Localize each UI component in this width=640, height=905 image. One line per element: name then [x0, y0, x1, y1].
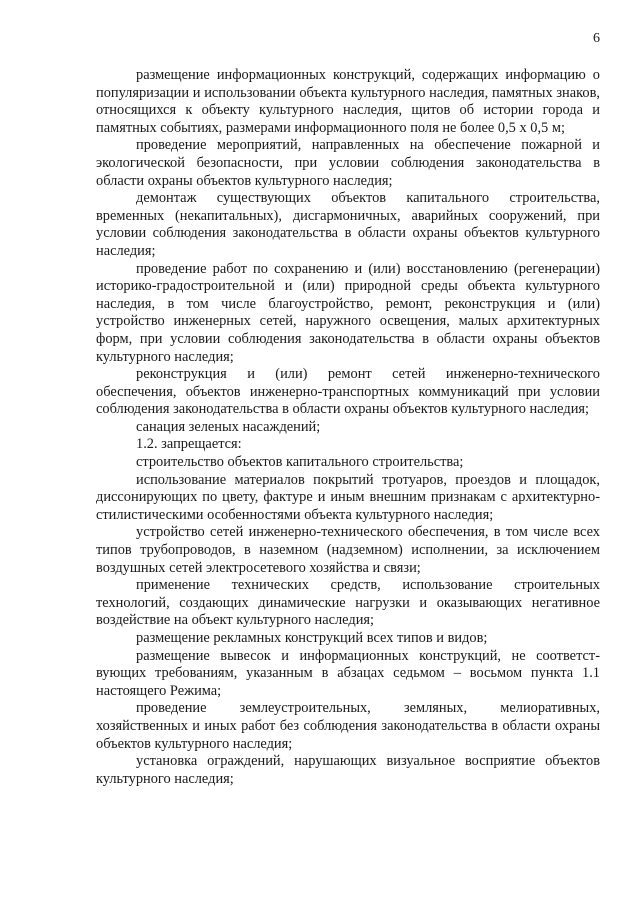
paragraph-paving-materials: использование материалов покрытий тротуаров, проездов и площадок, диссонирующих по цвету, фактуре и иным внешним признакам с архитектурно-стилистическими особенностями объекта культурного наследия; [96, 471, 600, 523]
page-number: 6 [593, 31, 600, 46]
paragraph-aboveground-networks: устройство сетей инженерно-технического обеспечения, в том числе всех типов трубопроводов, в наземном (надземном) исполнении, за исключением воздушных сетей электросетевого хозяйства и связи; [96, 524, 600, 576]
paragraph-environment-restoration: проведение работ по сохранению и (или) восстановлению (регенерации) историко-градостроительной и (или) природной среды объекта культурного наследия, в том числе благоустройство, ремонт, реконструкция и (или) устройство инженерных сетей, наружного освещения, малых архитектурных форм, при условии соблюдения законодательства в области охраны объектов культурного наследия; [96, 260, 600, 365]
paragraph-advertising: размещение рекламных конструкций всех типов и видов; [136, 630, 488, 646]
paragraph-informational-structures: размещение информационных конструкций, содержащих информацию о популяризации и использовании объекта культурного наследия, памятных знаков, относящихся к объекту культурного наследия, щитов об истории города и памятных событиях, размерами информационного поля не более 0,5 х 0,5 м; [96, 67, 600, 136]
paragraph-fire-ecological-safety: проведение мероприятий, направленных на обеспечение пожарной и экологической безопасности, при условии соблюдения законодательства в области охраны объектов культурного наследия; [96, 137, 600, 189]
paragraph-earthworks: проведение землеустроительных, земляных, мелиоративных, хозяйственных и иных работ без соблюдения законодательства в области охраны объектов культурного наследия; [96, 700, 600, 752]
paragraph-dynamic-loads: применение технических средств, использование строительных технологий, создающих динамические нагрузки и оказывающих негативное воздействие на объект культурного наследия; [96, 577, 600, 629]
paragraph-green-sanitation: санация зеленых насаждений; [136, 418, 321, 435]
paragraph-signboards: размещение вывесок и информационных конструкций, не соответст-вующих требованиям, указанным в абзацах седьмом – восьмом пункта 1.1 настоящего Режима; [96, 647, 600, 699]
paragraph-demolition: демонтаж существующих объектов капитального строительства, временных (некапитальных), дисгармоничных, аварийных сооружений, при условии соблюдения законодательства в области охраны объектов культурного наследия; [96, 190, 600, 259]
paragraph-prohibited-heading: 1.2. запрещается: [136, 436, 242, 453]
document-body [96, 67, 600, 788]
paragraph-engineering-networks-repair: реконструкция и (или) ремонт сетей инженерно-технического обеспечения, объектов инженерно-транспортных коммуникаций при условии соблюдения законодательства в области охраны объектов культурного наследия; [96, 366, 600, 418]
paragraph-capital-construction: строительство объектов капитального строительства; [136, 454, 464, 471]
paragraph-fences: установка ограждений, нарушающих визуальное восприятие объектов культурного наследия; [96, 753, 600, 787]
